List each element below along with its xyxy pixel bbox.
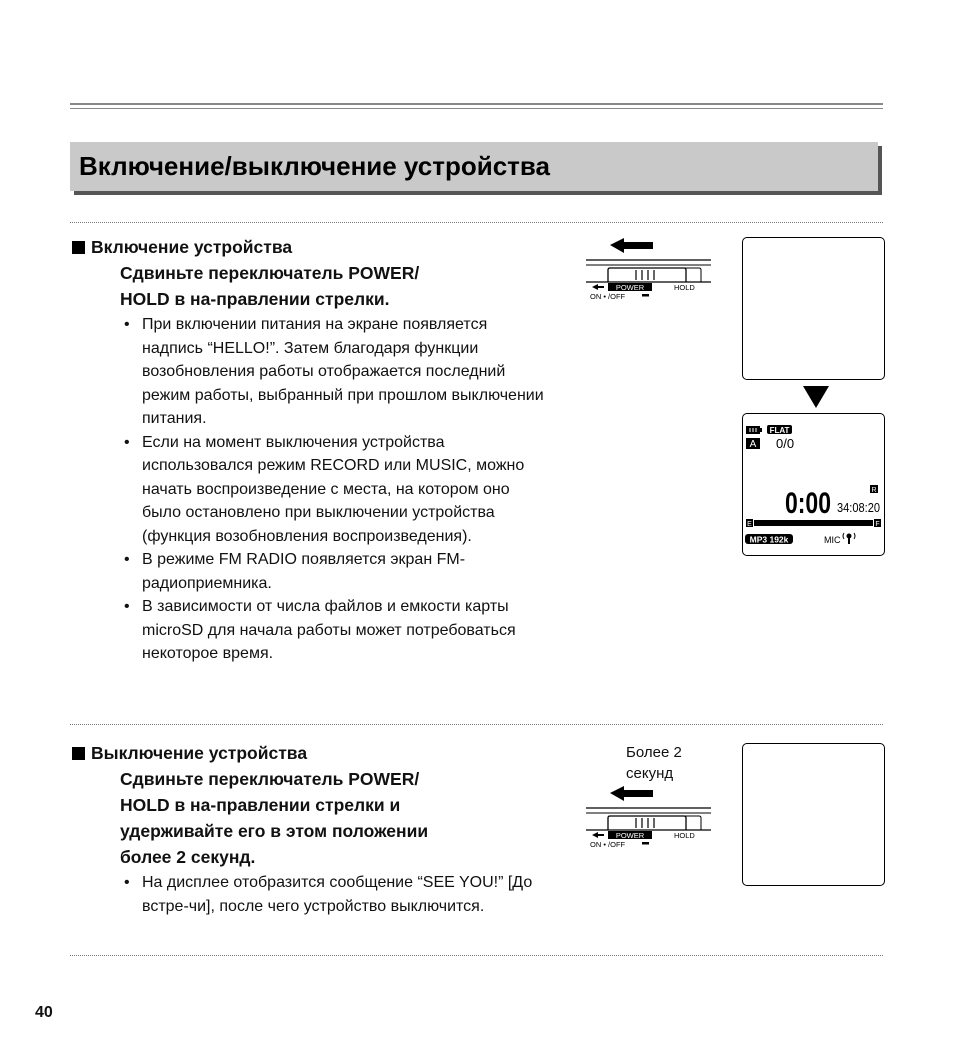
down-arrow-icon	[803, 386, 829, 408]
heading-text: Включение устройства	[91, 237, 293, 257]
progress-bar	[754, 520, 873, 526]
power-switch-diagram	[586, 784, 716, 852]
hold-duration-label	[626, 742, 682, 784]
lcd-blank-screen	[742, 743, 885, 886]
repeat-indicator: R	[871, 487, 877, 494]
format-indicator: MP3 192k	[749, 534, 789, 545]
top-rule	[70, 103, 883, 109]
divider	[70, 955, 883, 956]
instruction: HOLD в на-правлении стрелки.	[120, 289, 390, 309]
power-label: POWER	[615, 283, 645, 292]
instruction: Сдвиньте переключатель POWER/	[120, 769, 420, 789]
section-power-on	[72, 234, 562, 666]
bullet-list	[72, 313, 562, 666]
full-label: F	[875, 521, 880, 528]
title-bar	[70, 142, 878, 191]
on-off-label: ON • /OFF	[590, 840, 626, 849]
page-title: Включение/выключение устройства	[79, 151, 550, 181]
hold-label-line: Более 2	[626, 744, 682, 761]
file-count: 0/0	[776, 436, 795, 451]
mic-label: MIC	[824, 535, 841, 545]
power-label: POWER	[615, 831, 645, 840]
remaining-time: 34:08:20	[837, 500, 880, 515]
section-power-off	[72, 740, 562, 918]
list-item: • Если на момент выключения устройства использовался режим RECORD или MUSIC, можно начать воспроизведение с места, на котором оно было остановлено при выключении устройства (функция возобновления воспроизведения).	[122, 431, 552, 549]
folder-indicator: A	[749, 439, 757, 450]
hold-label: HOLD	[674, 283, 695, 292]
square-bullet-icon	[72, 241, 85, 254]
page-number: 40	[35, 1004, 53, 1021]
left-arrow-icon	[610, 786, 653, 801]
list-item: • В зависимости от числа файлов и емкости карты microSD для начала работы может потребоваться некоторое время.	[122, 595, 552, 666]
lcd-main-screen	[742, 413, 885, 556]
empty-label: E	[747, 521, 752, 528]
list-item: • В режиме FM RADIO появляется экран FM-радиоприемника.	[122, 548, 552, 595]
instruction: Сдвиньте переключатель POWER/	[120, 263, 420, 283]
instruction: удерживайте его в этом положении	[120, 821, 429, 841]
list-item: • При включении питания на экране появляется надпись “HELLO!”. Затем благодаря функции возобновления работы отображается последний режим работы, выбранный при прошлом выключении питания.	[122, 313, 552, 431]
section-heading	[72, 234, 562, 260]
instruction: более 2 секунд.	[120, 847, 256, 867]
lcd-blank-screen	[742, 237, 885, 380]
on-off-label: ON • /OFF	[590, 292, 626, 301]
heading-text: Выключение устройства	[91, 743, 308, 763]
section-heading	[72, 740, 562, 766]
instruction: HOLD в на-правлении стрелки и	[120, 795, 401, 815]
list-item: • На дисплее отобразится сообщение “SEE YOU!” [До встре-чи], после чего устройство выключится.	[122, 871, 552, 918]
mic-icon	[843, 533, 855, 544]
divider	[70, 724, 883, 725]
power-switch-diagram	[586, 236, 716, 304]
bullet-list	[72, 871, 562, 918]
battery-icon	[746, 426, 762, 434]
eq-mode: FLAT	[769, 426, 790, 435]
elapsed-time: 0:00	[785, 487, 831, 520]
square-bullet-icon	[72, 747, 85, 760]
left-arrow-icon	[610, 238, 653, 253]
hold-label-line: секунд	[626, 765, 674, 782]
divider	[70, 222, 883, 223]
hold-label: HOLD	[674, 831, 695, 840]
